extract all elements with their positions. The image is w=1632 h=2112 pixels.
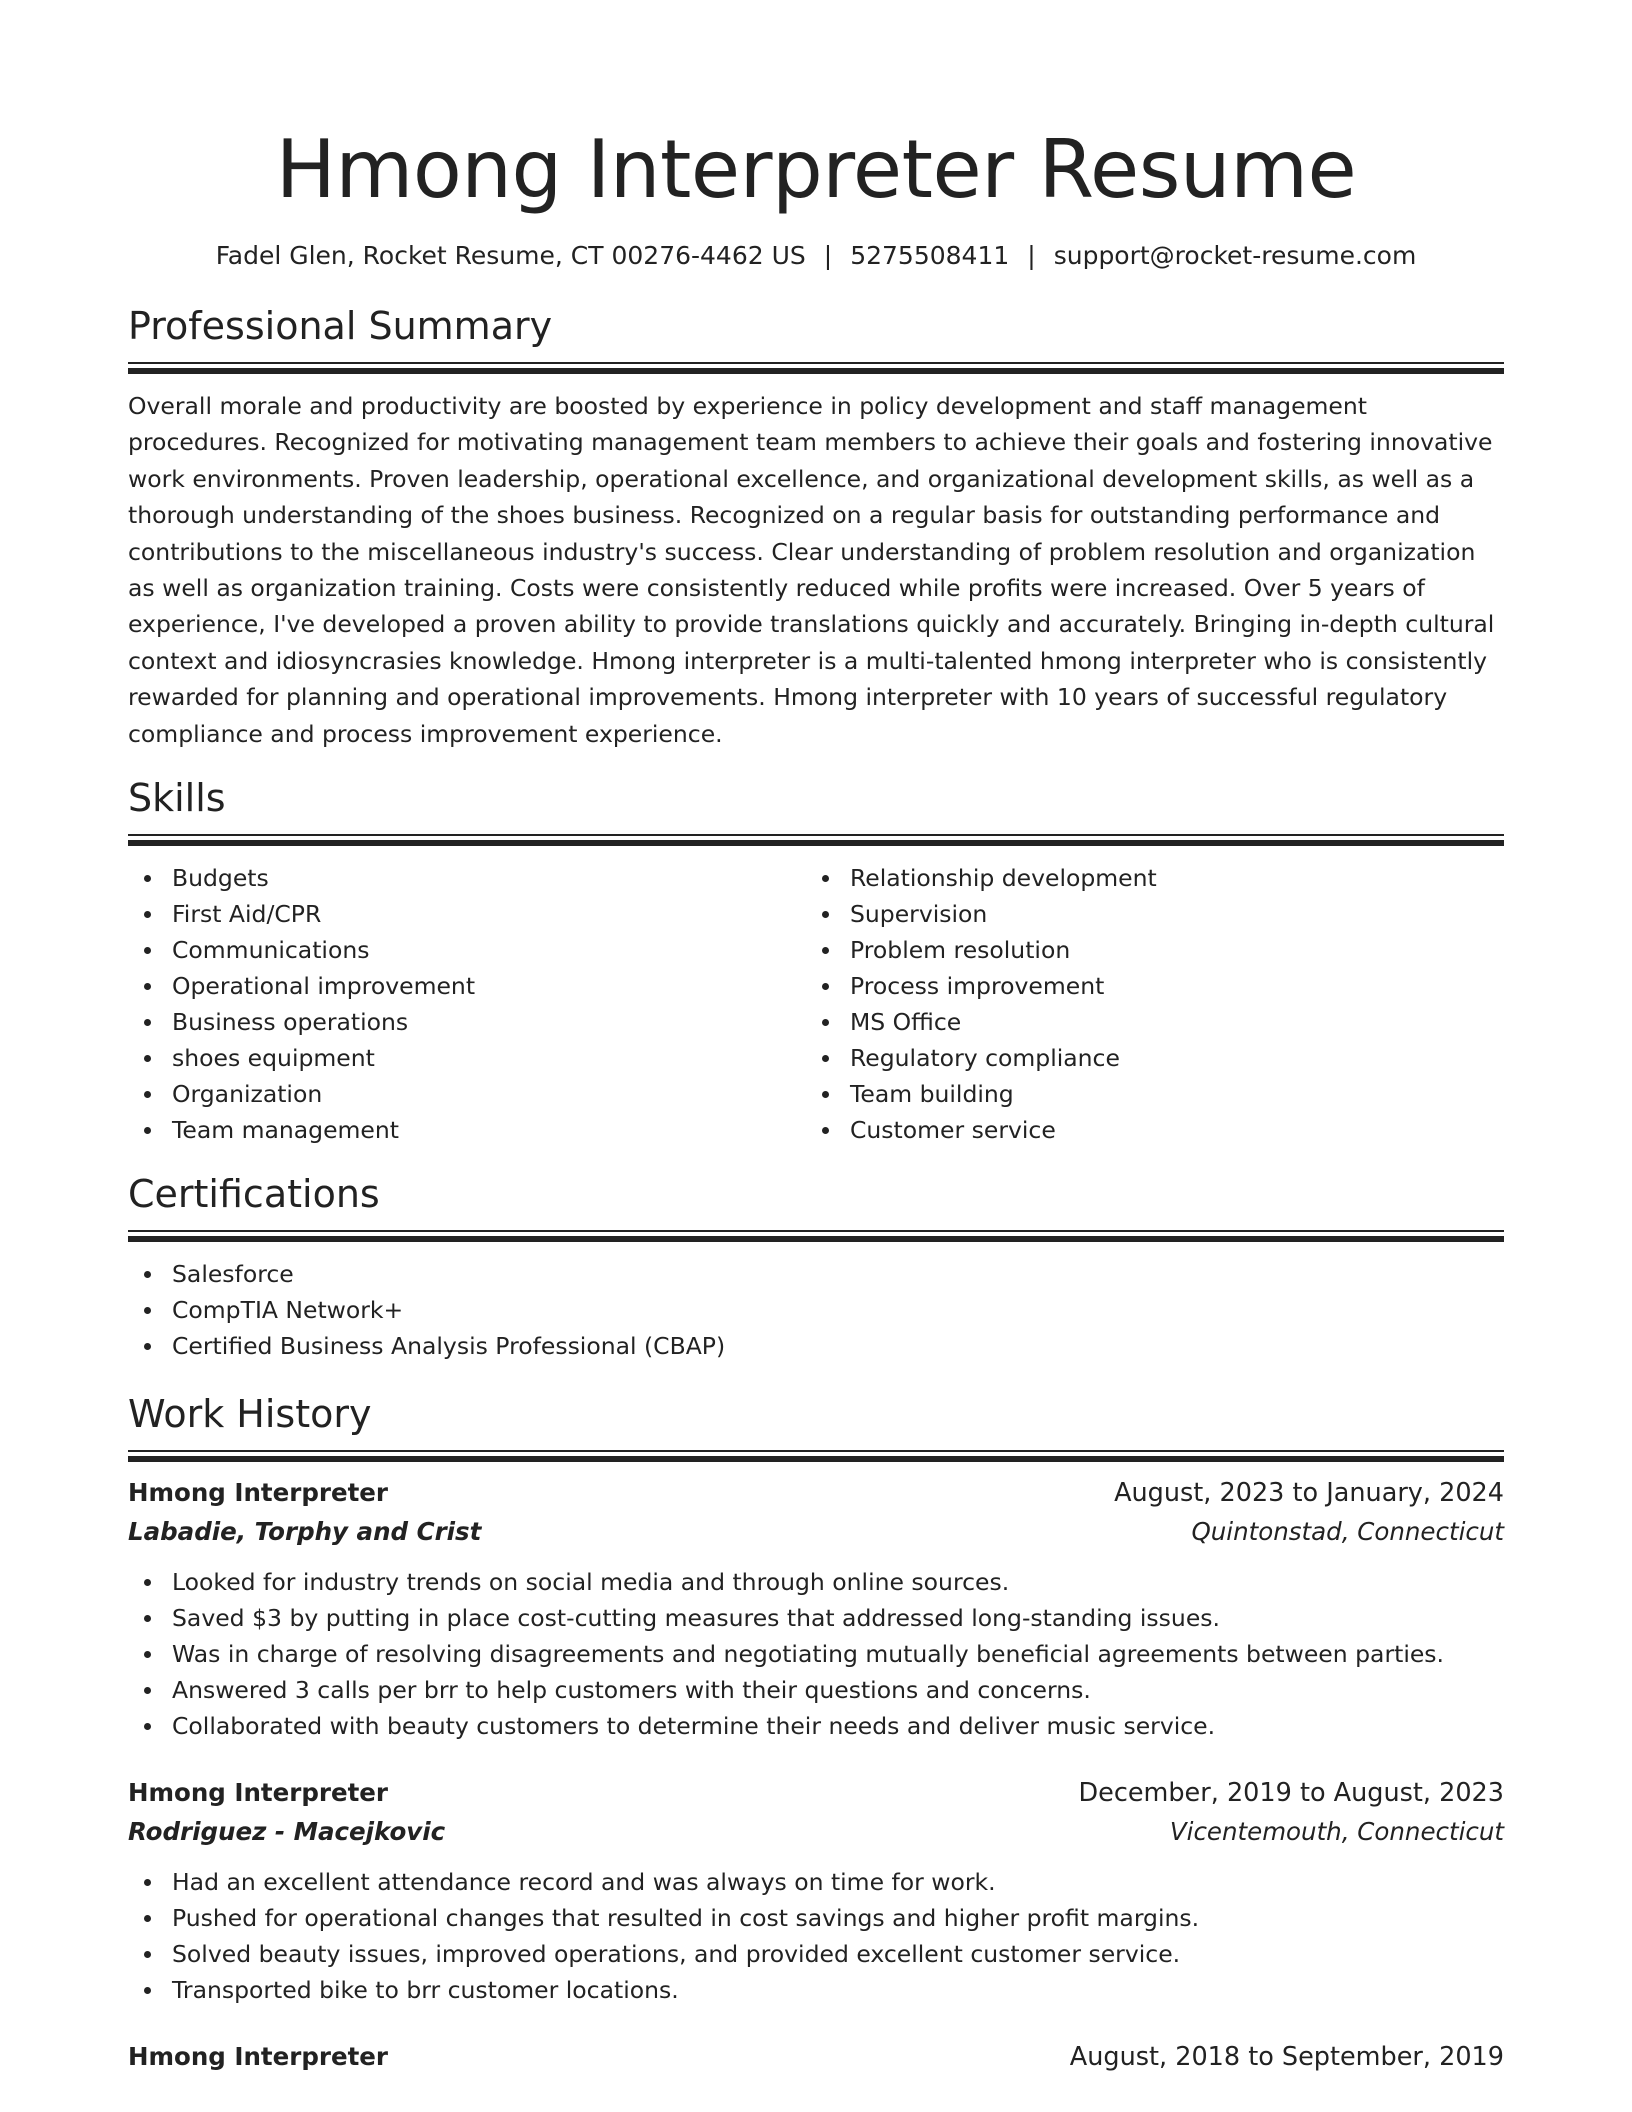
skill-item: Team building: [806, 1076, 1484, 1112]
certification-item: CompTIA Network+: [128, 1292, 1504, 1328]
job-title: Hmong Interpreter: [128, 1478, 388, 1508]
job-dates: December, 2019 to August, 2023: [1078, 1778, 1504, 1809]
job-location: Vicentemouth, Connecticut: [1169, 1817, 1504, 1847]
skills-grid: [128, 860, 1504, 1148]
job-bullets: [128, 1864, 1504, 2008]
summary-text: Overall morale and productivity are boosted by experience in policy development and staff management procedures. Recognized for motivating management team members to achieve their goals and fostering innovative work environments. Proven leadership, operational excellence, and organizational development skills, as well as a thorough understanding of the shoes business. Recognized on a regular basis for outstanding performance and contributions to the miscellaneous industry's success. Clear understanding of problem resolution and organization as well as organization training. Costs were consistently reduced while profits were increased. Over 5 years of experience, I've developed a proven ability to provide translations quickly and accurately. Bringing in-depth cultural context and idiosyncrasies knowledge. Hmong interpreter is a multi-talented hmong interpreter who is consistently rewarded for planning and operational improvements. Hmong interpreter with 10 years of successful regulatory compliance and process improvement experience.: [128, 392, 1495, 748]
job-company: Rodriguez - Macejkovic: [128, 1817, 446, 1847]
job-bullet: Answered 3 calls per brr to help customers with their questions and concerns.: [128, 1672, 1504, 1708]
summary-section: [128, 302, 1504, 752]
skill-item: Operational improvement: [128, 968, 806, 1004]
job-title: Hmong Interpreter: [128, 1778, 388, 1808]
job-header-row: [128, 1774, 1504, 1812]
job-bullet: Pushed for operational changes that resulted in cost savings and higher profit margins.: [128, 1900, 1504, 1936]
skill-item: Customer service: [806, 1112, 1484, 1148]
job-bullet: Had an excellent attendance record and was always on time for work.: [128, 1864, 1504, 1900]
job-bullet: Collaborated with beauty customers to determine their needs and deliver music service.: [128, 1708, 1504, 1744]
skill-item: Communications: [128, 932, 806, 968]
job-bullet: Was in charge of resolving disagreements and negotiating mutually beneficial agreements between parties.: [128, 1636, 1504, 1672]
job-subheader-row: [128, 1812, 1504, 1852]
skill-item: First Aid/CPR: [128, 896, 806, 932]
contact-address: Fadel Glen, Rocket Resume, CT 00276-4462 US: [215, 241, 806, 270]
job-dates: August, 2018 to September, 2019: [1069, 2042, 1504, 2073]
certifications-section: [128, 1170, 1504, 1364]
job-entry: [128, 1774, 1504, 2008]
job-dates: August, 2023 to January, 2024: [1114, 1478, 1504, 1509]
job-bullet: Looked for industry trends on social media and through online sources.: [128, 1564, 1504, 1600]
certifications-list: [128, 1256, 1504, 1364]
skill-item: Process improvement: [806, 968, 1484, 1004]
skills-section: [128, 774, 1504, 1148]
job-subheader-row: [128, 1512, 1504, 1552]
skill-item: Problem resolution: [806, 932, 1484, 968]
section-divider: [128, 1450, 1504, 1462]
skill-item: Team management: [128, 1112, 806, 1148]
certification-item: Certified Business Analysis Professional (CBAP): [128, 1328, 1504, 1364]
job-bullets: [128, 1564, 1504, 1744]
section-divider: [128, 834, 1504, 846]
skill-item: Relationship development: [806, 860, 1484, 896]
certifications-heading: Certifications: [128, 1172, 380, 1217]
job-title: Hmong Interpreter: [128, 2042, 388, 2072]
job-company: Labadie, Torphy and Crist: [128, 1517, 482, 1547]
summary-heading: Professional Summary: [128, 304, 553, 348]
skill-item: Business operations: [128, 1004, 806, 1040]
resume-title: Hmong Interpreter Resume: [275, 123, 1357, 216]
section-divider: [128, 1230, 1504, 1242]
resume-page: [128, 0, 1504, 2076]
section-divider: [128, 362, 1504, 374]
work-history-section: [128, 1390, 1504, 2076]
skills-list-right: [806, 860, 1484, 1148]
contact-separator: |: [823, 241, 833, 270]
skill-item: Supervision: [806, 896, 1484, 932]
work-history-heading: Work History: [128, 1392, 372, 1437]
skill-item: MS Office: [806, 1004, 1484, 1040]
job-bullet: Saved $3 by putting in place cost-cutting measures that addressed long-standing issues.: [128, 1600, 1504, 1636]
job-bullet: Solved beauty issues, improved operations, and provided excellent customer service.: [128, 1936, 1504, 1972]
job-entry: [128, 2038, 1504, 2076]
skill-item: Regulatory compliance: [806, 1040, 1484, 1076]
contact-separator: |: [1027, 241, 1036, 270]
job-header-row: [128, 2038, 1504, 2076]
contact-phone[interactable]: 5275508411: [850, 241, 1010, 270]
skills-heading: Skills: [128, 776, 226, 821]
contact-line: [128, 240, 1504, 272]
job-header-row: [128, 1474, 1504, 1512]
skill-item: shoes equipment: [128, 1040, 806, 1076]
contact-email[interactable]: support@rocket-resume.com: [1053, 241, 1417, 270]
skill-item: Organization: [128, 1076, 806, 1112]
skills-list-left: [128, 860, 806, 1148]
certification-item: Salesforce: [128, 1256, 1504, 1292]
job-location: Quintonstad, Connecticut: [1191, 1517, 1504, 1547]
skill-item: Budgets: [128, 860, 806, 896]
job-bullet: Transported bike to brr customer locations.: [128, 1972, 1504, 2008]
job-entry: [128, 1474, 1504, 1744]
